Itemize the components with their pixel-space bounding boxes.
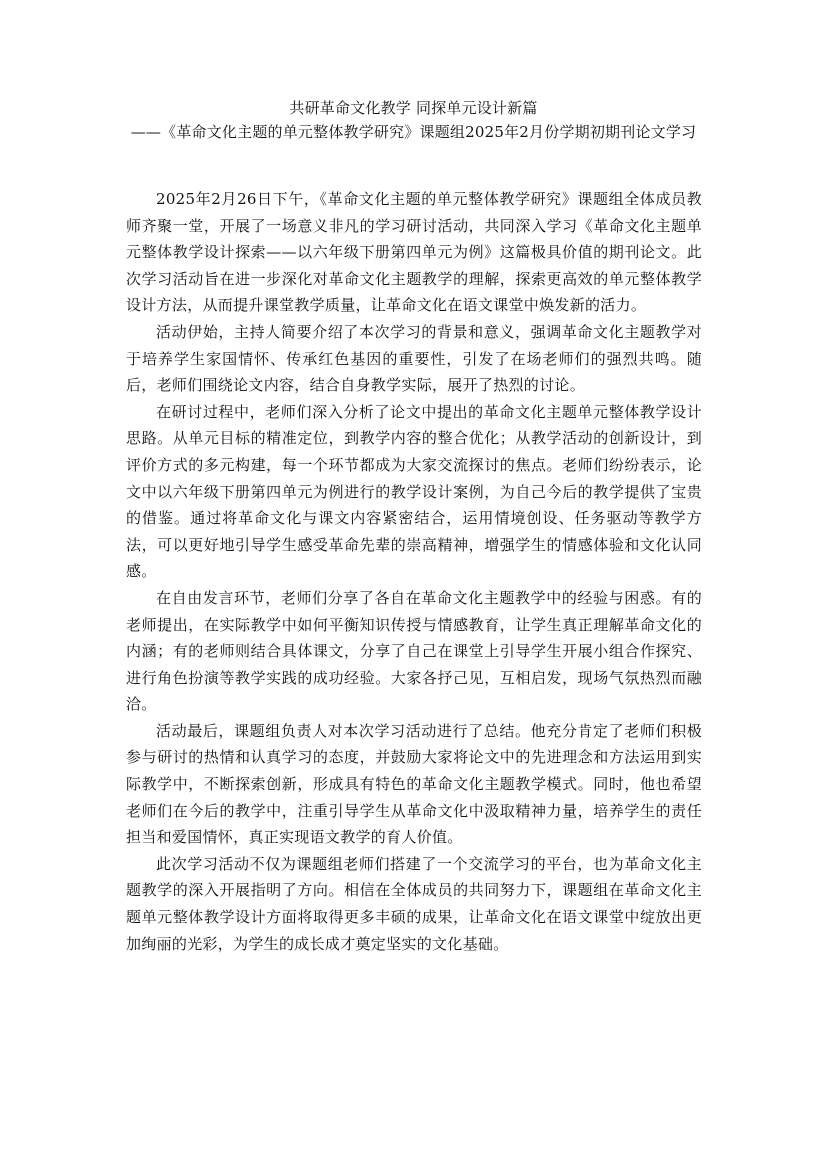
paragraph-3: 在研讨过程中，老师们深入分析了论文中提出的革命文化主题单元整体教学设计思路。从单元目标的精准定位，到教学内容的整合优化；从教学活动的创新设计，到评价方式的多元构建，每一个环节都成为大家交流探讨的焦点。老师们纷纷表示，论文中以六年级下册第四单元为例进行的教学设计案例，为自己今后的教学提供了宝贵的借鉴。通过将革命文化与课文内容紧密结合，运用情境创设、任务驱动等教学方法，可以更好地引导学生感受革命先辈的崇高精神，增强学生的情感体验和文化认同感。 <box>126 402 702 581</box>
paragraph-6: 此次学习活动不仅为课题组老师们搭建了一个交流学习的平台，也为革命文化主题教学的深入开展指明了方向。相信在全体成员的共同努力下，课题组在革命文化主题单元整体教学设计方面将取得更多丰硕的成果，让革命文化在语文课堂中绽放出更加绚丽的光彩，为学生的成长成才奠定坚实的文化基础。 <box>126 854 702 953</box>
document-subtitle: ——《革命文化主题的单元整体教学研究》课题组2025年2月份学期初期刊论文学习 <box>130 123 697 141</box>
paragraph-4: 在自由发言环节，老师们分享了各自在革命文化主题教学中的经验与困惑。有的老师提出，在实际教学中如何平衡知识传授与情感教育，让学生真正理解革命文化的内涵；有的老师则结合具体课文，分享了自己在课堂上引导学生开展小组合作探究、进行角色扮演等教学实践的成功经验。大家各抒己见，互相启发，现场气氛热烈而融洽。 <box>126 588 702 714</box>
title-block <box>120 96 707 144</box>
paragraph-1: 2025年2月26日下午，《革命文化主题的单元整体教学研究》课题组全体成员教师齐聚一堂，开展了一场意义非凡的学习研讨活动，共同深入学习《革命文化主题单元整体教学设计探索——以六年级下册第四单元为例》这篇极具价值的期刊论文。此次学习活动旨在进一步深化对革命文化主题教学的理解，探索更高效的单元整体教学设计方法，从而提升课堂教学质量，让革命文化在语文课堂中焕发新的活力。 <box>126 190 702 315</box>
document-title: 共研革命文化教学 同探单元设计新篇 <box>289 99 538 117</box>
paragraph-5: 活动最后，课题组负责人对本次学习活动进行了总结。他充分肯定了老师们积极参与研讨的热情和认真学习的态度，并鼓励大家将论文中的先进理念和方法运用到实际教学中，不断探索创新，形成具有特色的革命文化主题教学模式。同时，他也希望老师们在今后的教学中，注重引导学生从革命文化中汲取精神力量，培养学生的责任担当和爱国情怀，真正实现语文教学的育人价值。 <box>126 721 702 847</box>
document-body <box>126 186 702 957</box>
paragraph-2: 活动伊始，主持人简要介绍了本次学习的背景和意义，强调革命文化主题教学对于培养学生家国情怀、传承红色基因的重要性，引发了在场老师们的强烈共鸣。随后，老师们围绕论文内容，结合自身教学实际，展开了热烈的讨论。 <box>126 322 702 395</box>
